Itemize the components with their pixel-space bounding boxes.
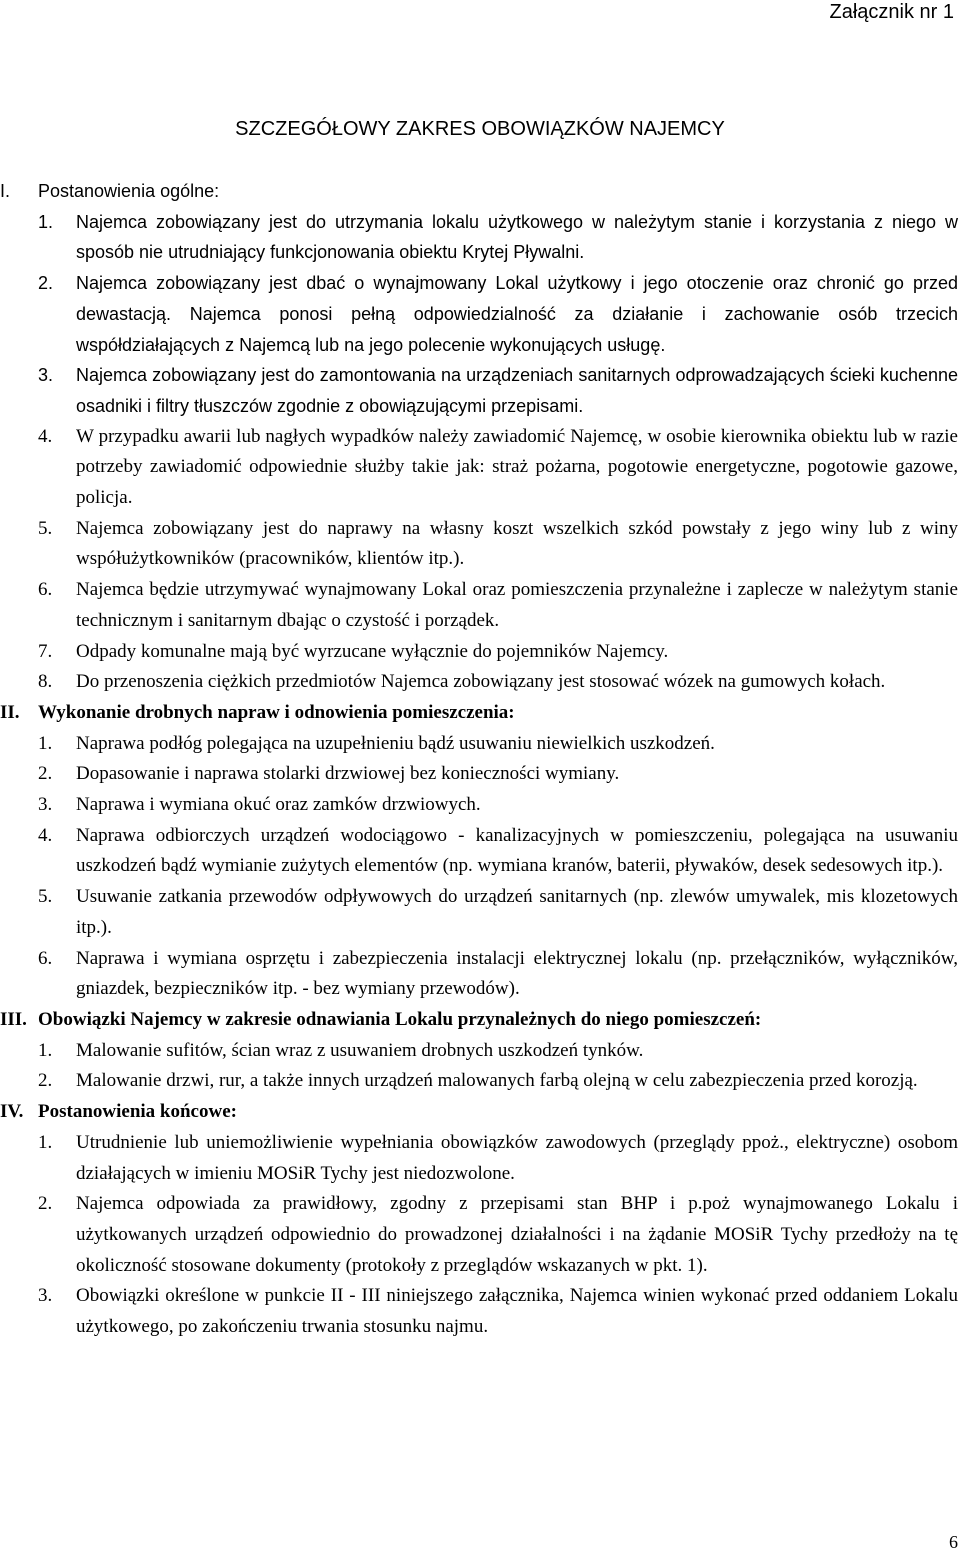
- item-text: Najemca odpowiada za prawidłowy, zgodny z przepisami stan BHP i p.poż wynajmowanego Lokalu i użytkowanych urządzeń odpowiednio do prowadzonej działalności i na żądanie MOSiR Tychy przedłoży na tę okoliczność stosowane dokumenty (protokoły z przeglądów wskazanych w pkt. 1).: [76, 1193, 958, 1276]
- section-title: Obowiązki Najemcy w zakresie odnawiania Lokalu przynależnych do niego pomieszczeń:: [38, 1008, 762, 1030]
- list-item: [0, 360, 958, 421]
- item-number: 1.: [38, 1131, 53, 1153]
- list-item: [0, 1036, 958, 1067]
- item-number: 2.: [38, 763, 53, 785]
- section-heading: [0, 1005, 958, 1036]
- section-title: Wykonanie drobnych napraw i odnowienia pomieszczenia:: [38, 701, 515, 723]
- section-1: [0, 176, 958, 698]
- list-item: [0, 729, 958, 760]
- item-text: Najemca będzie utrzymywać wynajmowany Lokal oraz pomieszczenia przynależne i zaplecze w należytym stanie technicznym i sanitarnym dbając o czystość i porządek.: [76, 579, 958, 631]
- list-item: [0, 514, 958, 575]
- item-text: Malowanie drzwi, rur, a także innych urządzeń malowanych farbą olejną w celu zabezpieczenia przed korozją.: [76, 1070, 918, 1092]
- section-title: Postanowienia ogólne:: [38, 181, 220, 201]
- item-number: 6.: [38, 579, 53, 601]
- annex-label: Załącznik nr 1: [829, 1, 954, 23]
- item-number: 6.: [38, 947, 53, 969]
- item-text: Naprawa podłóg polegająca na uzupełnieniu bądź usuwaniu niewielkich uszkodzeń.: [76, 732, 715, 754]
- list-item: [0, 1189, 958, 1281]
- list-item: [0, 1281, 958, 1342]
- item-number: 8.: [38, 671, 53, 693]
- document-title: SZCZEGÓŁOWY ZAKRES OBOWIĄZKÓW NAJEMCY: [235, 118, 725, 140]
- item-number: 3.: [38, 1285, 53, 1307]
- list-item: [0, 1066, 958, 1097]
- list-item: [0, 575, 958, 636]
- item-text: Naprawa i wymiana osprzętu i zabezpieczenia instalacji elektrycznej lokalu (np. przełączników, wyłączników, gniazdek, bezpieczników itp. - bez wymiany przewodów).: [76, 947, 958, 1000]
- item-text: Naprawa i wymiana okuć oraz zamków drzwiowych.: [76, 794, 481, 816]
- item-number: 4.: [38, 425, 53, 447]
- item-number: 5.: [38, 886, 53, 908]
- item-number: 7.: [38, 640, 53, 662]
- list-item: [0, 944, 958, 1005]
- item-number: 1.: [38, 732, 53, 754]
- list-item: [0, 759, 958, 790]
- item-text: Dopasowanie i naprawa stolarki drzwiowej bez konieczności wymiany.: [76, 763, 620, 785]
- section-heading: [0, 1097, 958, 1128]
- item-number: 5.: [38, 517, 53, 539]
- item-text: Najemca zobowiązany jest dbać o wynajmowany Lokal użytkowy i jego otoczenie oraz chronić go przed dewastacją. Najemca ponosi pełną odpowiedzialność za działanie i zachowanie osób trzecich współdziałających z Najemcą lub na jego polecenie wykonujących usługę.: [76, 273, 958, 355]
- page-number: 6: [949, 1532, 958, 1552]
- list-item: [0, 667, 958, 698]
- item-text: W przypadku awarii lub nagłych wypadków należy zawiadomić Najemcę, w osobie kierownika obiektu lub w razie potrzeby zawiadomić odpowiednie służby takie jak: straż pożarna, pogotowie energetyczne, pogotowie gazowe, policja.: [76, 425, 958, 509]
- item-text: Obowiązki określone w punkcie II - III niniejszego załącznika, Najemca winien wykonać przed oddaniem Lokalu użytkowego, po zakończeniu trwania stosunku najmu.: [76, 1285, 958, 1338]
- section-number: IV.: [0, 1101, 24, 1123]
- item-number: 3.: [38, 794, 53, 816]
- item-text: Do przenoszenia ciężkich przedmiotów Najemca zobowiązany jest stosować wózek na gumowych kołach.: [76, 671, 886, 693]
- list-item: [0, 821, 958, 882]
- list-item: [0, 882, 958, 943]
- item-text: Naprawa odbiorczych urządzeń wodociągowo - kanalizacyjnych w pomieszczeniu, polegająca na usuwaniu uszkodzeń bądź wymianie zużytych elementów (np. wymiana kranów, baterii, pływaków, desek sedesowych itp.).: [76, 824, 958, 877]
- list-item: [0, 207, 958, 268]
- item-number: 4.: [38, 824, 53, 846]
- item-text: Najemca zobowiązany jest do naprawy na własny koszt wszelkich szkód powstały z jego winy lub z winy współużytkowników (pracowników, klientów itp.).: [76, 517, 958, 570]
- item-number: 2.: [38, 273, 54, 294]
- section-title: Postanowienia końcowe:: [38, 1101, 237, 1123]
- item-text: Najemca zobowiązany jest do utrzymania lokalu użytkowego w należytym stanie i korzystania z niego w sposób nie utrudniający funkcjonowania obiektu Krytej Pływalni.: [76, 211, 958, 263]
- list-item: [0, 422, 958, 514]
- list-item: [0, 790, 958, 821]
- item-number: 2.: [38, 1193, 53, 1215]
- item-text: Odpady komunalne mają być wyrzucane wyłącznie do pojemników Najemcy.: [76, 640, 669, 662]
- list-item: [0, 637, 958, 668]
- list-item: [0, 268, 958, 360]
- section-2: [0, 698, 958, 1005]
- item-text: Usuwanie zatkania przewodów odpływowych do urządzeń sanitarnych (np. zlewów umywalek, mis klozetowych itp.).: [76, 886, 958, 938]
- section-number: III.: [0, 1008, 27, 1030]
- item-number: 1.: [38, 1039, 53, 1061]
- section-heading: [0, 176, 958, 207]
- item-number: 3.: [38, 365, 54, 386]
- item-text: Utrudnienie lub uniemożliwienie wypełniania obowiązków zawodowych (przeglądy ppoż., elektryczne) osobom działających w imieniu MOSiR Tychy jest niedozwolone.: [76, 1131, 958, 1184]
- section-4: [0, 1097, 958, 1343]
- section-heading: [0, 698, 958, 729]
- item-number: 1.: [38, 211, 54, 232]
- item-text: Malowanie sufitów, ścian wraz z usuwaniem drobnych uszkodzeń tynków.: [76, 1039, 644, 1061]
- item-number: 2.: [38, 1070, 53, 1092]
- item-text: Najemca zobowiązany jest do zamontowania na urządzeniach sanitarnych odprowadzających ścieki kuchenne osadniki i filtry tłuszczów zgodnie z obowiązującymi przepisami.: [76, 365, 958, 416]
- section-number: II.: [0, 701, 20, 723]
- section-3: [0, 1005, 958, 1097]
- section-number: I.: [0, 181, 11, 201]
- document-body: [0, 176, 958, 1343]
- list-item: [0, 1128, 958, 1189]
